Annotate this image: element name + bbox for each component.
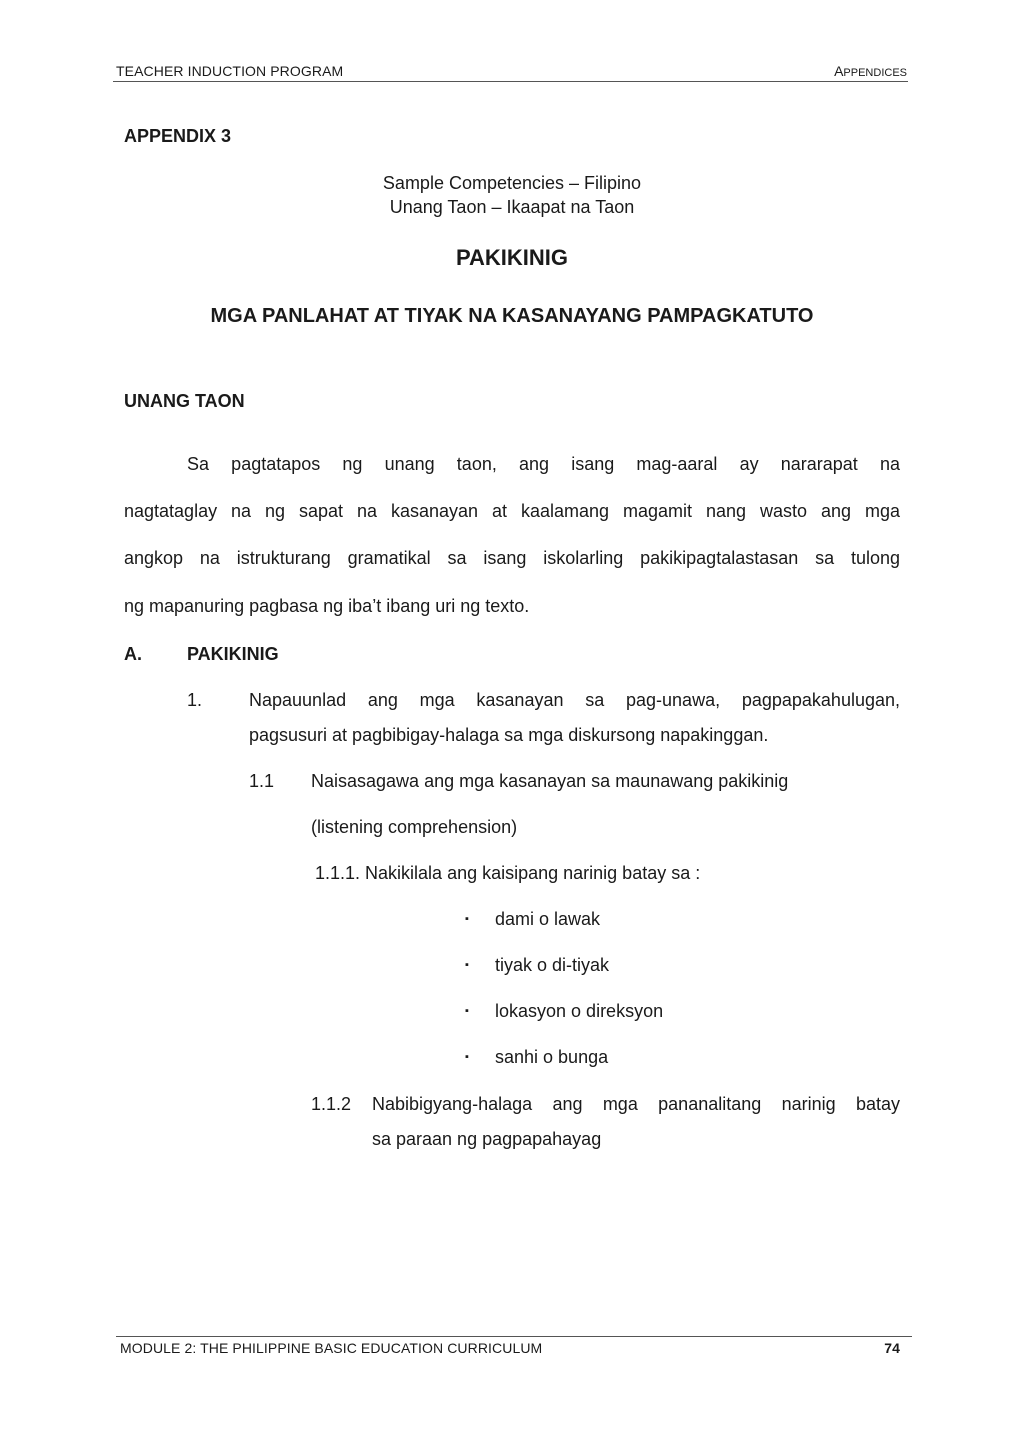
subtitle-line-2: Unang Taon – Ikaapat na Taon bbox=[389, 197, 635, 217]
item-1-1-2-line-2: sa paraan ng pagpapahayag bbox=[372, 1129, 602, 1149]
bullet-marker: ▪ bbox=[465, 913, 469, 925]
header-program-title: TEACHER INDUCTION PROGRAM bbox=[116, 63, 344, 79]
section-title: UNANG TAON bbox=[124, 391, 245, 411]
intro-line-3: angkop na istrukturang gramatikal sa isang iskolarling pakikipagtalastasan sa tulong bbox=[124, 548, 900, 568]
bullet-item-3: lokasyon o direksyon bbox=[495, 1001, 664, 1021]
part-a-title: PAKIKINIG bbox=[187, 644, 279, 664]
item-1-1-1-text: 1.1.1. Nakikilala ang kaisipang narinig batay sa : bbox=[315, 863, 701, 883]
sub-heading: MGA PANLAHAT AT TIYAK NA KASANAYANG PAMPAGKATUTO bbox=[210, 305, 814, 327]
item-1-1-2-number: 1.1.2 bbox=[311, 1094, 352, 1114]
bullet-item-2: tiyak o di-tiyak bbox=[495, 955, 610, 975]
intro-line-4: ng mapanuring pagbasa ng iba’t ibang uri ng texto. bbox=[124, 596, 530, 616]
main-heading: PAKIKINIG bbox=[455, 245, 569, 270]
item-1-1-2-line-1: Nabibigyang-halaga ang mga pananalitang narinig batay bbox=[372, 1094, 900, 1114]
header-section-rest: PPENDICES bbox=[843, 67, 907, 79]
bullet-marker: ▪ bbox=[465, 959, 469, 971]
item-1-number: 1. bbox=[187, 690, 203, 710]
item-1-line-1: Napauunlad ang mga kasanayan sa pag-unawa, pagpapakahulugan, bbox=[249, 690, 900, 710]
header-rule bbox=[113, 81, 908, 82]
bullet-item-4: sanhi o bunga bbox=[495, 1047, 609, 1067]
footer-module-title: MODULE 2: THE PHILIPPINE BASIC EDUCATION CURRICULUM bbox=[120, 1340, 543, 1356]
footer-rule bbox=[116, 1336, 912, 1337]
item-1-1-number: 1.1 bbox=[249, 771, 275, 791]
bullet-item-1: dami o lawak bbox=[495, 909, 601, 929]
item-1-1-line-2: (listening comprehension) bbox=[311, 817, 518, 837]
subtitle-line-1: Sample Competencies – Filipino bbox=[382, 173, 642, 193]
intro-line-2: nagtataglay na ng sapat na kasanayan at kaalamang magamit nang wasto ang mga bbox=[124, 501, 900, 521]
page-number: 74 bbox=[884, 1340, 900, 1356]
appendix-label: APPENDIX 3 bbox=[124, 126, 232, 146]
bullet-marker: ▪ bbox=[465, 1005, 469, 1017]
item-1-line-2: pagsusuri at pagbibigay-halaga sa mga diskursong napakinggan. bbox=[249, 725, 769, 745]
header-section-label bbox=[834, 63, 907, 81]
header-section-initial: A bbox=[834, 63, 844, 79]
intro-line-1: Sa pagtatapos ng unang taon, ang isang mag-aaral ay nararapat na bbox=[187, 454, 900, 474]
bullet-marker: ▪ bbox=[465, 1051, 469, 1063]
part-a-letter: A. bbox=[124, 644, 142, 664]
item-1-1-line-1: Naisasagawa ang mga kasanayan sa maunawang pakikinig bbox=[311, 771, 789, 791]
